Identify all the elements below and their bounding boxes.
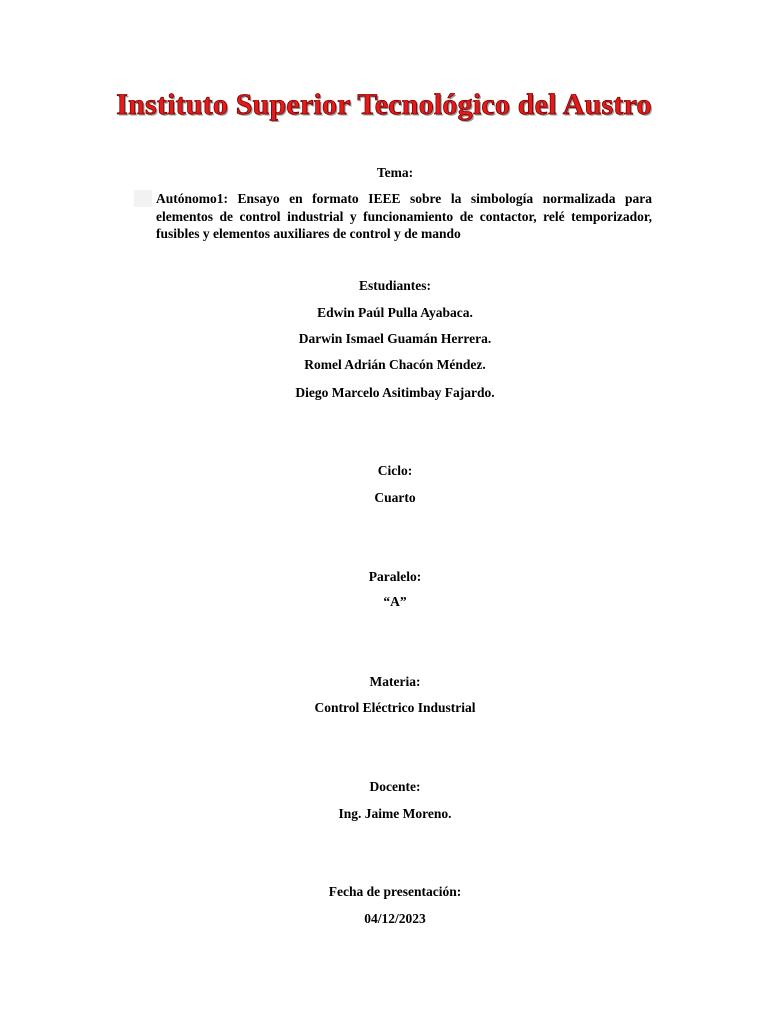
topic-label: Tema: (376, 165, 414, 180)
student-name: Romel Adrián Chacón Méndez. (304, 357, 486, 372)
teacher-label: Docente: (369, 779, 421, 794)
date-label: Fecha de presentación: (328, 884, 462, 899)
parallel-label: Paralelo: (368, 569, 422, 584)
parallel-value: “A” (383, 594, 407, 609)
cycle-value: Cuarto (374, 490, 416, 505)
cycle-label: Ciclo: (377, 463, 413, 478)
students-label: Estudiantes: (358, 278, 431, 293)
student-name: Edwin Paúl Pulla Ayabaca. (317, 305, 473, 320)
subject-value: Control Eléctrico Industrial (314, 700, 476, 715)
date-value: 04/12/2023 (364, 911, 426, 926)
student-name: Darwin Ismael Guamán Herrera. (298, 331, 492, 346)
topic-text: Autónomo1: Ensayo en formato IEEE sobre la simbología normalizada para elementos de control industrial y funcionamiento de contactor, relé temporizador, fusibles y elementos auxiliares de control y de mando (134, 190, 652, 243)
teacher-value: Ing. Jaime Moreno. (338, 806, 452, 821)
subject-label: Materia: (369, 674, 421, 689)
institution-title: Instituto Superior Tecnológico del Austro (116, 88, 652, 121)
student-name: Diego Marcelo Asitimbay Fajardo. (295, 385, 495, 400)
